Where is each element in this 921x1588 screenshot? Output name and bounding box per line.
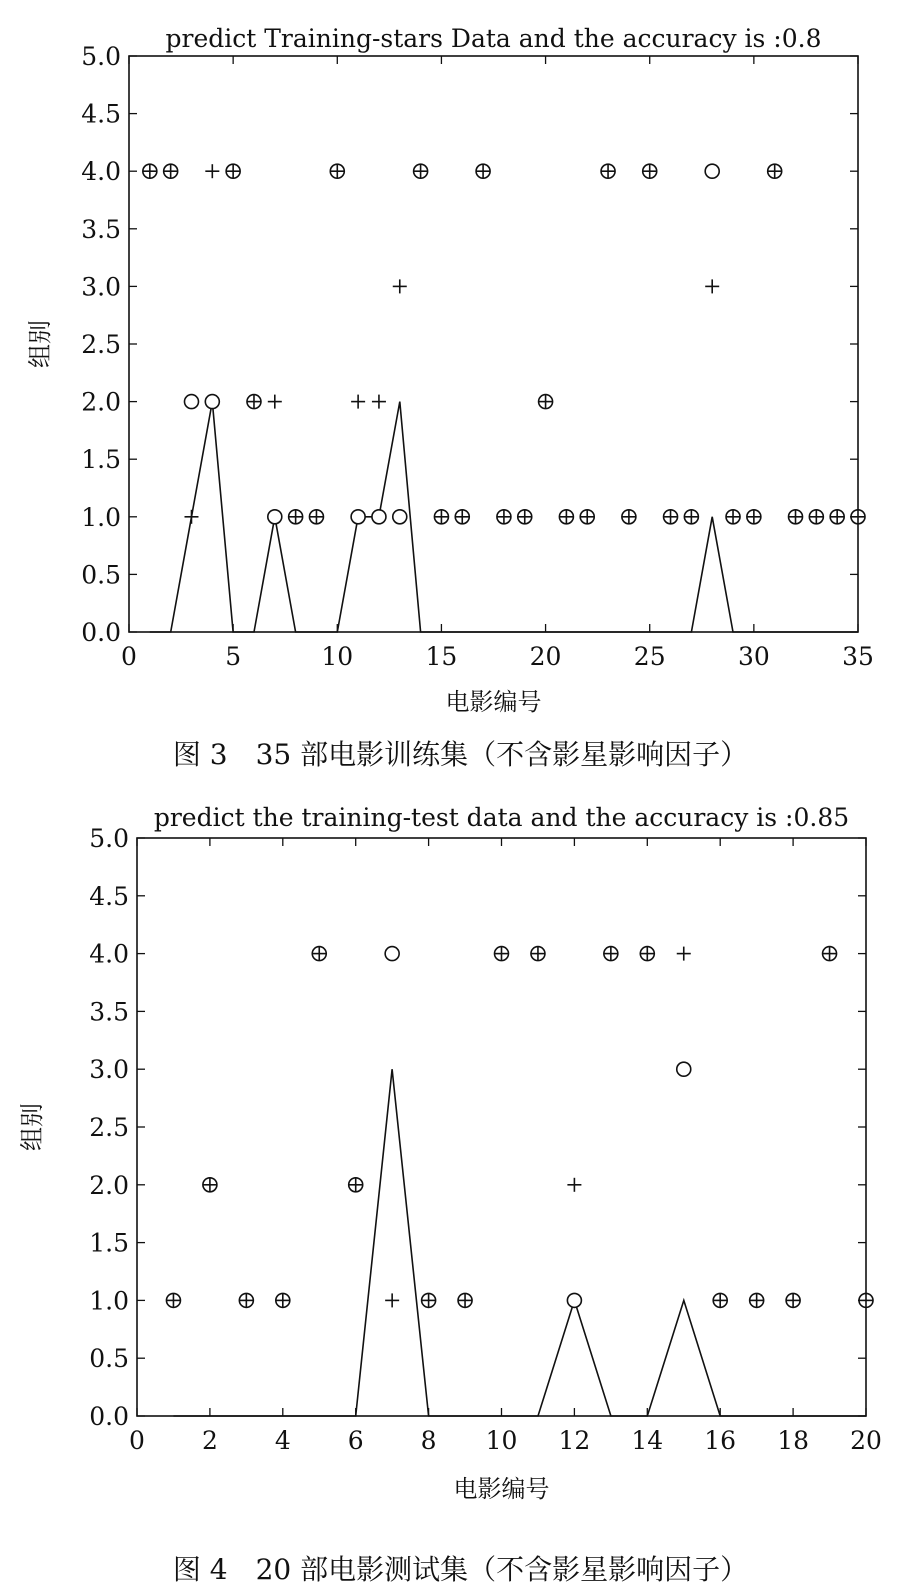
circle-marker (567, 1293, 581, 1307)
x-tick-label: 2 (201, 1426, 218, 1455)
y-tick-label: 1.5 (81, 445, 121, 475)
plus-marker (372, 395, 386, 409)
x-tick-label: 14 (631, 1426, 664, 1455)
x-tick-label: 8 (420, 1426, 437, 1455)
x-tick-label: 15 (425, 642, 458, 671)
x-tick-label: 20 (529, 642, 562, 671)
y-tick-label: 2.5 (89, 1113, 129, 1142)
y-tick-label: 3.0 (81, 272, 121, 302)
y-tick-label: 4.0 (81, 157, 121, 187)
plus-marker (351, 395, 365, 409)
x-tick-label: 0 (129, 1426, 145, 1455)
circle-marker (705, 164, 719, 178)
chart-title: predict the training-test data and the accuracy is :0.85 (153, 803, 850, 832)
plus-marker (567, 1178, 581, 1192)
plus-marker (184, 510, 198, 524)
x-tick-label: 18 (777, 1426, 810, 1455)
series-line (173, 1069, 866, 1416)
x-tick-label: 5 (225, 642, 242, 671)
plus-marker (268, 395, 282, 409)
y-tick-label: 2.0 (89, 1170, 129, 1200)
x-tick-label: 16 (704, 1426, 737, 1455)
circle-marker (372, 510, 386, 524)
x-tick-label: 35 (842, 642, 874, 671)
y-tick-label: 3.5 (89, 997, 129, 1027)
x-tick-label: 25 (633, 642, 666, 671)
y-tick-label: 1.0 (89, 1286, 129, 1316)
x-tick-label: 6 (347, 1426, 364, 1455)
y-tick-label: 2.0 (81, 387, 121, 417)
y-tick-label: 0.0 (89, 1402, 129, 1431)
plot-frame (129, 56, 858, 632)
y-tick-label: 4.5 (89, 881, 129, 911)
circle-marker (385, 947, 399, 961)
y-axis-label: 组别 (18, 1103, 46, 1151)
y-tick-label: 4.0 (89, 939, 129, 969)
x-tick-label: 20 (850, 1426, 882, 1455)
plus-marker (393, 279, 407, 293)
circle-marker (351, 510, 365, 524)
x-tick-label: 10 (485, 1426, 518, 1455)
x-tick-label: 10 (321, 642, 354, 671)
y-tick-label: 1.5 (89, 1228, 129, 1258)
circle-marker (205, 395, 219, 409)
y-tick-label: 3.5 (81, 214, 121, 244)
y-tick-label: 0.5 (81, 560, 121, 590)
x-tick-label: 12 (558, 1426, 591, 1455)
plus-marker (205, 164, 219, 178)
plus-marker (677, 947, 691, 961)
figure-3-caption: 图 3 35 部电影训练集（不含影星影响因子） (172, 738, 749, 771)
y-tick-label: 2.5 (81, 330, 121, 359)
y-tick-label: 4.5 (81, 99, 121, 129)
chart-title: predict Training-stars Data and the accuracy is :0.8 (165, 24, 822, 53)
y-tick-label: 0.0 (81, 618, 121, 647)
chart-training-set (26, 24, 874, 716)
y-axis-label: 组别 (26, 320, 54, 368)
chart-test-set (18, 803, 882, 1503)
x-axis-label: 电影编号 (453, 1475, 550, 1503)
y-tick-label: 5.0 (89, 824, 129, 853)
y-tick-label: 1.0 (81, 502, 121, 532)
y-tick-label: 0.5 (89, 1344, 129, 1374)
plus-marker (385, 1293, 399, 1307)
plot-frame (137, 838, 866, 1416)
plus-marker (705, 279, 719, 293)
circle-marker (677, 1062, 691, 1076)
circle-marker (184, 395, 198, 409)
y-tick-label: 5.0 (81, 42, 121, 71)
x-tick-label: 0 (121, 642, 137, 671)
circle-marker (393, 510, 407, 524)
circle-marker (268, 510, 282, 524)
y-tick-label: 3.0 (89, 1055, 129, 1085)
figure-4-caption: 图 4 20 部电影测试集（不含影星影响因子） (172, 1553, 749, 1586)
x-axis-label: 电影编号 (445, 688, 542, 716)
x-tick-label: 30 (737, 642, 770, 671)
x-tick-label: 4 (274, 1426, 291, 1455)
